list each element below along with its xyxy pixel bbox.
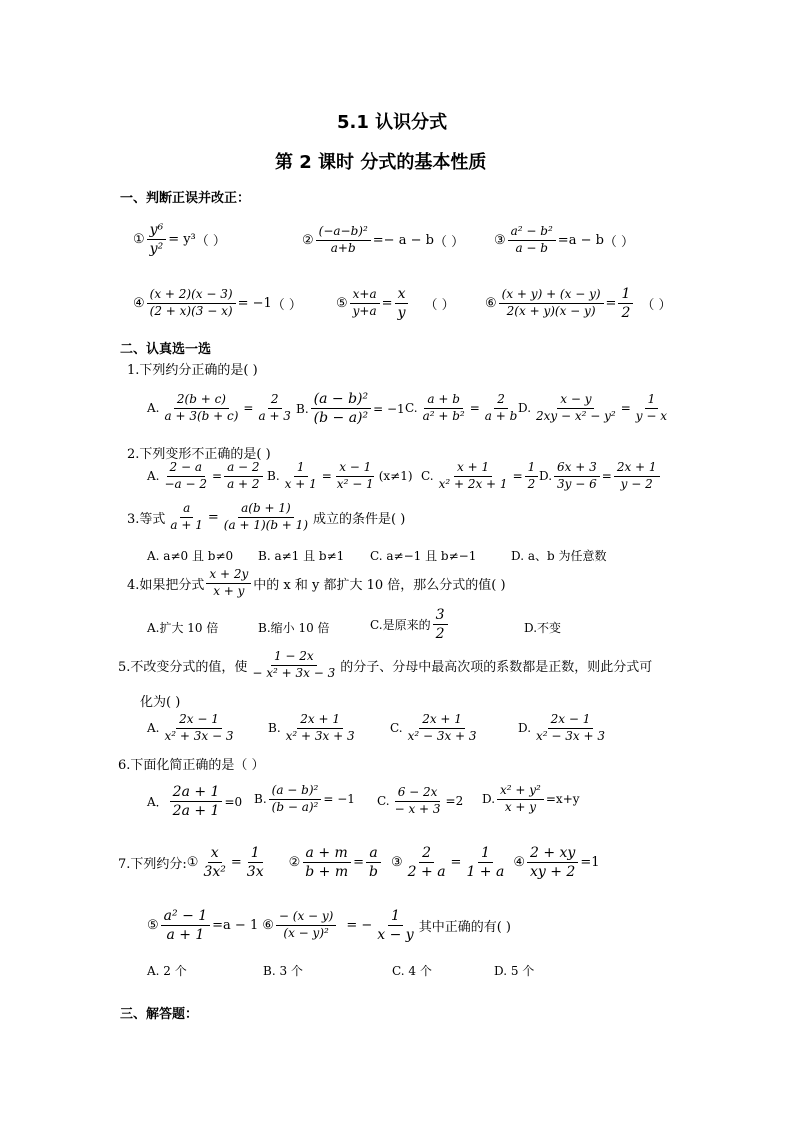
s1-frac-1: $\frac{\text{y⁶}}{\text{y²}}$ (147, 222, 167, 257)
q7-option-a[interactable]: A. 2 个 (147, 964, 187, 978)
q6-option-b[interactable]: B. $\frac{\text{(a − b)²}}{\text{(b − a)²}}$ = −1 (254, 783, 355, 814)
q6-option-c[interactable]: C. $\frac{6 - 2x}{- x + 3}$ =2 (377, 785, 464, 816)
q6-option-a[interactable]: A． $\frac{2a + 1}{2a + 1}$ =0 (147, 784, 243, 820)
q2-stem: 2.下列变形不正确的是( ) (127, 447, 271, 462)
q3-stem: 3.等式 $\frac{a}{a + 1}$ = $\frac{a(b + 1)}{(a + 1)(b + 1)}$ 成立的条件是( ) (127, 501, 406, 532)
q3-option-d[interactable]: D. a、b 为任意数 (511, 549, 607, 563)
q2-option-a[interactable]: A. $\frac{2 - a}{-a - 2}$ = $\frac{a - 2}{a + 2}$ (147, 461, 265, 492)
q1-stem: 1.下列约分正确的是( ) (127, 363, 258, 378)
s1-item-3: ③ $\frac{\text{a² − b²}}{a - b}$ =a − b （ ） (494, 224, 635, 255)
q7-option-d[interactable]: D. 5 个 (494, 964, 535, 978)
q5-option-c[interactable]: C. $\frac{2x + 1}{\text{x² − 3x + 3}}$ (390, 712, 477, 743)
q6-stem: 6.下面化简正确的是（ ） (118, 758, 265, 773)
q5-option-a[interactable]: A. $\frac{2x - 1}{\text{x² + 3x − 3}}$ (147, 712, 234, 743)
q1-option-d[interactable]: D. $\frac{x - y}{\text{2xy − x² − y²}}$ = $\frac{1}{y - x}$ (518, 392, 668, 423)
q7-line2: ⑤ $\frac{\text{a² − 1}}{a + 1}$ =a − 1 ⑥ $\frac{- (x - y)}{\text{(x − y)²}}$ = − $\frac{1}{x - y}$ 其中正确的有( ) (147, 908, 511, 944)
q3-option-c[interactable]: C. a≠−1 且 b≠−1 (370, 549, 477, 563)
q5-option-b[interactable]: B. $\frac{2x + 1}{\text{x² + 3x + 3}}$ (268, 712, 355, 743)
answer-paren[interactable]: （ ） (603, 234, 635, 250)
q7-option-b[interactable]: B. 3 个 (263, 964, 303, 978)
s1-item-5: ⑤ $\frac{x+a}{y+a}$ = $\frac{x}{y}$ （ ） (336, 286, 455, 322)
section2-heading: 二、认真选一选 (120, 342, 212, 357)
q4-stem: 4.如果把分式 $\frac{x + 2y}{x + y}$ 中的 x 和 y 都扩大 10 倍，那么分式的值( ) (127, 567, 506, 598)
q4-option-b[interactable]: B.缩小 10 倍 (258, 621, 330, 635)
q2-option-b[interactable]: B. $\frac{1}{x + 1}$ = $\frac{x - 1}{\text{x² − 1}}$ (x≠1) (267, 460, 413, 491)
section1-heading: 一、判断正误并改正： (120, 191, 251, 206)
q4-option-a[interactable]: A.扩大 10 倍 (147, 621, 219, 635)
q1-option-a[interactable]: A. $\frac{2(b + c)}{a + 3(b + c)}$ = $\frac{2}{a + 3}$ (147, 392, 291, 423)
q1-option-b[interactable]: B. $\frac{\text{(a − b)²}}{\text{(b − a)²}}$ = −1 (296, 391, 405, 427)
s1-item-4: ④ $\frac{(x + 2)(x - 3)}{(2 + x)(3 - x)}$ = −1 （ ） (133, 287, 302, 318)
page-subtitle: 第 2 课时 分式的基本性质 (275, 152, 487, 173)
s1-mark-1: ① (133, 232, 145, 248)
q7-line1: 7.下列约分: ① $\frac{x}{\text{3x²}}$ = $\frac{1}{3x}$ ② $\frac{a + m}{b + m}$ = $\frac{a}{b}$ ③ $\frac{2}{2 + a}$ = $\frac{1}{1 + a}$ ④ $\frac{2 + xy}{xy + 2}$ =1 (118, 845, 600, 881)
answer-paren[interactable]: （ ） (195, 234, 226, 250)
q1-option-c[interactable]: C. $\frac{a + b}{\text{a² + b²}}$ = $\frac{2}{a + b}$ (405, 392, 518, 423)
answer-paren[interactable]: （ ） (433, 234, 465, 250)
s1-item-1: ① $\frac{\text{y⁶}}{\text{y²}}$ = y³ （ ） (133, 222, 226, 258)
page-title: 5.1 认识分式 (337, 112, 448, 133)
answer-paren[interactable]: （ ） (641, 298, 672, 314)
q4-option-c[interactable]: C.是原来的 $\frac{3}{2}$ (370, 607, 450, 642)
q4-option-d[interactable]: D.不变 (524, 621, 562, 635)
s1-item-2: ② $\frac{\text{(−a−b)²}}{a+b}$ =− a − b （ ） (302, 224, 465, 255)
q5-stem-line2: 化为( ) (140, 695, 181, 710)
answer-paren[interactable]: （ ） (424, 298, 455, 314)
q2-option-d[interactable]: D. $\frac{6x + 3}{3y - 6}$ = $\frac{2x + 1}{y - 2}$ (539, 461, 662, 492)
q2-option-c[interactable]: C. $\frac{x + 1}{\text{x² + 2x + 1}}$ = $\frac{1}{2}$ (421, 461, 540, 492)
s1-item-6: ⑥ $\frac{(x + y) + (x - y)}{2(x + y)(x - y)}$ = $\frac{1}{2}$ （ ） (485, 286, 672, 322)
q6-option-d[interactable]: D. $\frac{\text{x² + y²}}{x + y}$ =x+y (482, 783, 580, 814)
q3-option-a[interactable]: A. a≠0 且 b≠0 (147, 549, 234, 563)
q5-stem: 5.不改变分式的值，使 $\frac{1 - 2x}{\text{− x² + 3x − 3}}$ 的分子、分母中最高次项的系数都是正数，则此分式可 (118, 649, 653, 680)
q5-option-d[interactable]: D. $\frac{2x - 1}{\text{x² − 3x + 3}}$ (518, 712, 605, 743)
answer-paren[interactable]: （ ） (271, 297, 302, 313)
q3-option-b[interactable]: B. a≠1 且 b≠1 (258, 549, 345, 563)
q7-option-c[interactable]: C. 4 个 (392, 964, 432, 978)
section3-heading: 三、解答题： (120, 1007, 199, 1022)
